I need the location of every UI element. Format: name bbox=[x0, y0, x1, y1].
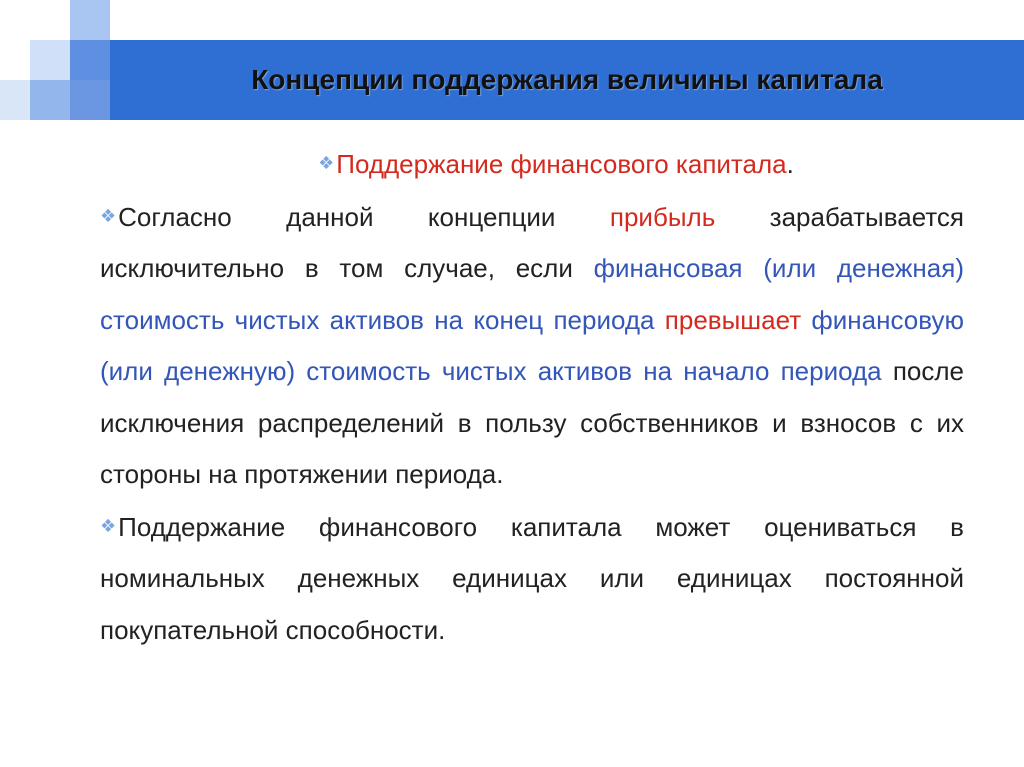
decor-square bbox=[70, 40, 110, 80]
paragraph-1 bbox=[100, 191, 964, 501]
decor-square bbox=[70, 80, 110, 120]
highlight-profit: прибыль bbox=[609, 201, 716, 232]
decor-square bbox=[30, 40, 70, 80]
paragraph-1-text bbox=[801, 305, 811, 335]
subtitle-text: Поддержание финансового капитала bbox=[336, 149, 787, 179]
diamond-bullet-icon: ❖ bbox=[100, 515, 117, 536]
paragraph-2 bbox=[100, 501, 964, 657]
paragraph-1-text: после исключения распределений в пользу собственников и взносов с их стороны на протяжении периода. bbox=[100, 356, 964, 489]
decor-square bbox=[30, 80, 70, 120]
paragraph-1-text: зарабатывается исключительно в том случае, если bbox=[100, 201, 964, 283]
subtitle bbox=[100, 138, 964, 191]
subtitle-period: . bbox=[786, 149, 794, 179]
highlight-start-value: финансовую (или денежную) стоимость чистых активов на начало периода bbox=[100, 304, 964, 386]
slide-title: Концепции поддержания величины капитала bbox=[251, 64, 883, 95]
paragraph-1-text bbox=[655, 305, 665, 335]
paragraph-2-text: Поддержание финансового капитала может оцениваться в номинальных денежных единицах или единицах постоянной покупательной способности. bbox=[100, 511, 964, 645]
slide-content bbox=[100, 138, 964, 656]
diamond-bullet-icon: ❖ bbox=[318, 153, 335, 173]
diamond-bullet-icon: ❖ bbox=[100, 205, 117, 226]
paragraph-1-text: Согласно данной концепции bbox=[118, 201, 610, 232]
highlight-end-value: финансовая (или денежная) стоимость чистых активов на конец периода bbox=[100, 253, 964, 335]
decor-square bbox=[70, 0, 110, 40]
highlight-exceeds: превышает bbox=[664, 304, 802, 335]
title-bar bbox=[110, 40, 1024, 120]
decor-square bbox=[0, 80, 30, 120]
